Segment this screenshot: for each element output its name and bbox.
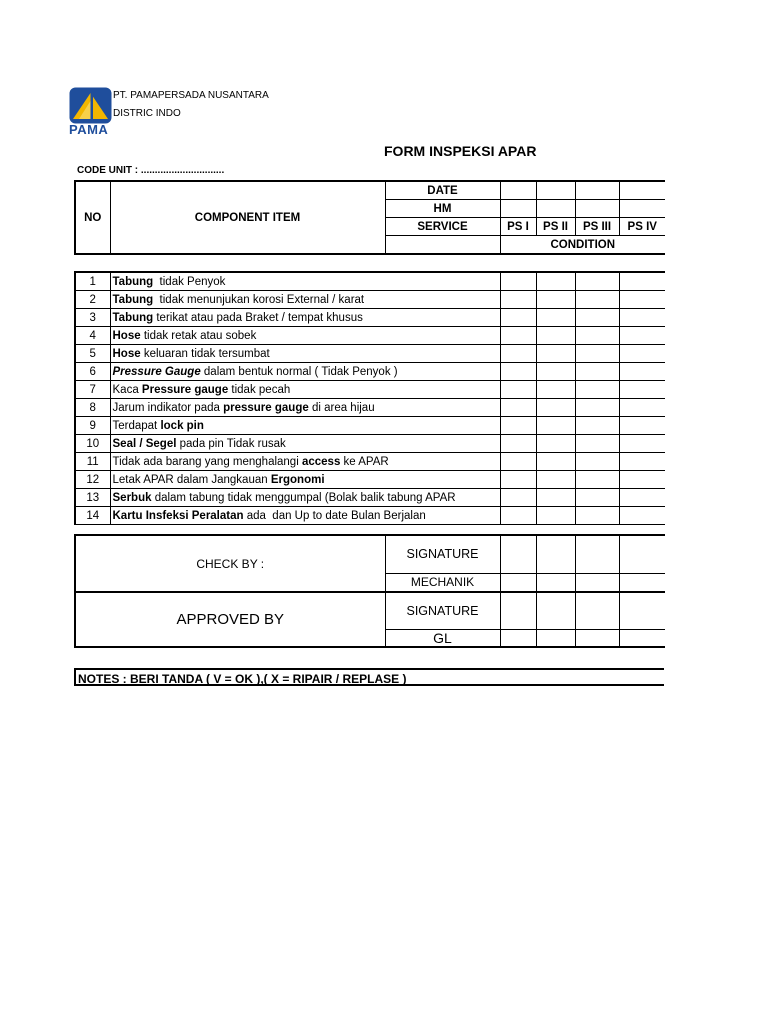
header-condition: CONDITION — [500, 236, 665, 255]
item-number: 11 — [75, 453, 110, 471]
table-row — [75, 291, 665, 309]
item-text: Seal / Segel — [112, 437, 177, 450]
item-description — [110, 381, 500, 399]
item-text: Letak APAR dalam Jangkauan — [112, 473, 271, 486]
condition-cell[interactable] — [575, 489, 619, 507]
item-text: keluaran tidak tersumbat — [140, 347, 270, 360]
table-row — [75, 309, 665, 327]
item-text: Hose — [112, 329, 141, 342]
item-text: dalam tabung tidak menggumpal (Bolak balik tabung APAR — [151, 491, 456, 504]
inspection-items-table — [74, 271, 665, 525]
item-number: 4 — [75, 327, 110, 345]
condition-cell[interactable] — [500, 453, 536, 471]
item-description — [110, 327, 500, 345]
item-text: Tabung — [112, 293, 154, 306]
condition-cell[interactable] — [536, 345, 575, 363]
mechanik-cell[interactable] — [575, 573, 619, 592]
condition-cell[interactable] — [500, 417, 536, 435]
item-number: 10 — [75, 435, 110, 453]
condition-cell[interactable] — [575, 272, 619, 291]
table-row — [75, 272, 665, 291]
approval-signature-cell[interactable] — [575, 592, 619, 629]
table-row — [75, 345, 665, 363]
condition-cell[interactable] — [575, 291, 619, 309]
condition-cell[interactable] — [536, 435, 575, 453]
item-text: Pressure gauge — [141, 383, 229, 396]
item-text: dalam bentuk normal ( Tidak Penyok ) — [200, 365, 398, 378]
item-number: 12 — [75, 471, 110, 489]
company-name: PT. PAMAPERSADA NUSANTARA — [113, 90, 269, 101]
item-text: Jarum indikator pada — [112, 401, 224, 414]
item-description — [110, 489, 500, 507]
condition-cell[interactable] — [575, 363, 619, 381]
item-description — [110, 471, 500, 489]
table-row — [75, 507, 665, 525]
condition-cell[interactable] — [619, 399, 665, 417]
condition-cell[interactable] — [575, 381, 619, 399]
item-description — [110, 345, 500, 363]
condition-cell[interactable] — [500, 399, 536, 417]
item-description — [110, 363, 500, 381]
condition-cell[interactable] — [500, 291, 536, 309]
item-text: pressure gauge — [223, 401, 309, 414]
item-number: 1 — [75, 272, 110, 291]
date-cell[interactable] — [536, 181, 575, 200]
signature-cell[interactable] — [536, 535, 575, 573]
condition-cell[interactable] — [619, 381, 665, 399]
condition-cell[interactable] — [536, 507, 575, 525]
condition-cell[interactable] — [575, 507, 619, 525]
item-text: tidak Penyok — [153, 275, 226, 288]
condition-cell[interactable] — [575, 345, 619, 363]
item-description — [110, 417, 500, 435]
condition-cell[interactable] — [536, 453, 575, 471]
item-text: Kaca — [112, 383, 142, 396]
condition-cell[interactable] — [575, 327, 619, 345]
condition-cell[interactable] — [500, 327, 536, 345]
condition-cell[interactable] — [619, 471, 665, 489]
gl-cell[interactable] — [536, 629, 575, 647]
approved-by-label: APPROVED BY — [75, 592, 385, 647]
gl-cell[interactable] — [500, 629, 536, 647]
approval-signature-cell[interactable] — [536, 592, 575, 629]
item-number: 8 — [75, 399, 110, 417]
item-number: 7 — [75, 381, 110, 399]
table-row — [75, 489, 665, 507]
item-description — [110, 272, 500, 291]
condition-cell[interactable] — [619, 363, 665, 381]
table-row — [75, 399, 665, 417]
ps-3: PS III — [575, 218, 619, 236]
header-service: SERVICE — [385, 218, 500, 236]
item-text: tidak menunjukan korosi External / karat — [153, 293, 365, 306]
ps-2: PS II — [536, 218, 575, 236]
gl-cell[interactable] — [619, 629, 665, 647]
item-text: terikat atau pada Braket / tempat khusus — [153, 311, 363, 324]
approval-signature-cell[interactable] — [500, 592, 536, 629]
item-description — [110, 309, 500, 327]
item-text: Tidak ada barang yang menghalangi — [112, 455, 302, 468]
condition-cell[interactable] — [536, 417, 575, 435]
condition-cell[interactable] — [619, 327, 665, 345]
item-number: 2 — [75, 291, 110, 309]
header-component: COMPONENT ITEM — [110, 181, 385, 254]
item-text: Ergonomi — [270, 473, 325, 486]
condition-cell[interactable] — [500, 435, 536, 453]
condition-cell[interactable] — [500, 272, 536, 291]
item-number: 5 — [75, 345, 110, 363]
item-text: ke APAR — [340, 455, 389, 468]
signature-cell[interactable] — [575, 535, 619, 573]
hm-cell[interactable] — [500, 200, 536, 218]
header-hm: HM — [385, 200, 500, 218]
gl-label: GL — [385, 629, 500, 647]
condition-cell[interactable] — [500, 363, 536, 381]
item-number: 13 — [75, 489, 110, 507]
item-number: 6 — [75, 363, 110, 381]
condition-cell[interactable] — [575, 417, 619, 435]
date-cell[interactable] — [575, 181, 619, 200]
condition-cell[interactable] — [536, 363, 575, 381]
condition-cell[interactable] — [619, 272, 665, 291]
condition-cell[interactable] — [619, 291, 665, 309]
condition-cell[interactable] — [536, 309, 575, 327]
condition-cell[interactable] — [575, 309, 619, 327]
mechanik-cell[interactable] — [500, 573, 536, 592]
condition-cell[interactable] — [575, 399, 619, 417]
condition-cell[interactable] — [619, 345, 665, 363]
condition-cell[interactable] — [619, 435, 665, 453]
approval-signature-cell[interactable] — [619, 592, 665, 629]
condition-cell[interactable] — [619, 309, 665, 327]
condition-cell[interactable] — [536, 327, 575, 345]
item-text: di area hijau — [308, 401, 375, 414]
header-date: DATE — [385, 181, 500, 200]
condition-cell[interactable] — [536, 471, 575, 489]
table-row — [75, 363, 665, 381]
hm-cell[interactable] — [536, 200, 575, 218]
item-text: tidak retak atau sobek — [140, 329, 257, 342]
item-text: tidak pecah — [228, 383, 291, 396]
item-text: Terdapat — [112, 419, 161, 432]
gl-cell[interactable] — [575, 629, 619, 647]
condition-cell[interactable] — [536, 489, 575, 507]
mechanik-cell[interactable] — [619, 573, 665, 592]
item-description — [110, 435, 500, 453]
condition-cell[interactable] — [500, 471, 536, 489]
item-description — [110, 507, 500, 525]
condition-cell[interactable] — [536, 291, 575, 309]
item-text: access — [301, 455, 341, 468]
date-cell[interactable] — [500, 181, 536, 200]
signature-table — [74, 534, 665, 648]
condition-cell[interactable] — [500, 489, 536, 507]
item-text: Tabung — [112, 311, 154, 324]
pama-logo-icon — [69, 87, 112, 124]
blank-cell — [385, 236, 500, 255]
item-text: lock pin — [160, 419, 204, 432]
condition-cell[interactable] — [619, 417, 665, 435]
condition-cell[interactable] — [500, 507, 536, 525]
ps-4: PS IV — [619, 218, 665, 236]
item-description — [110, 291, 500, 309]
item-text: Hose — [112, 347, 141, 360]
condition-cell[interactable] — [536, 399, 575, 417]
item-number: 3 — [75, 309, 110, 327]
header-table — [74, 180, 665, 255]
table-row — [75, 417, 665, 435]
signature-cell[interactable] — [619, 535, 665, 573]
condition-cell[interactable] — [575, 471, 619, 489]
logo-text: PAMA — [69, 122, 109, 137]
condition-cell[interactable] — [500, 309, 536, 327]
condition-cell[interactable] — [500, 381, 536, 399]
signature-label: SIGNATURE — [385, 535, 500, 573]
hm-cell[interactable] — [575, 200, 619, 218]
approval-signature-label: SIGNATURE — [385, 592, 500, 629]
mechanik-label: MECHANIK — [385, 573, 500, 592]
date-cell[interactable] — [619, 181, 665, 200]
item-text: Pressure Gauge — [112, 365, 201, 378]
item-text: Kartu Insfeksi Peralatan — [112, 509, 244, 522]
form-title: FORM INSPEKSI APAR — [384, 143, 537, 159]
item-description — [110, 399, 500, 417]
table-row — [75, 471, 665, 489]
table-row — [75, 381, 665, 399]
check-by-label: CHECK BY : — [75, 535, 385, 592]
header-no: NO — [75, 181, 110, 254]
signature-cell[interactable] — [500, 535, 536, 573]
condition-cell[interactable] — [619, 507, 665, 525]
district-name: DISTRIC INDO — [113, 108, 181, 119]
item-text: ada dan Up to date Bulan Berjalan — [243, 509, 426, 522]
condition-cell[interactable] — [536, 381, 575, 399]
item-text: Serbuk — [112, 491, 152, 504]
item-number: 9 — [75, 417, 110, 435]
condition-cell[interactable] — [500, 345, 536, 363]
notes-text: NOTES : BERI TANDA ( V = OK ),( X = RIPAIR / REPLASE ) — [74, 668, 664, 686]
condition-cell[interactable] — [619, 453, 665, 471]
condition-cell[interactable] — [575, 435, 619, 453]
table-row — [75, 435, 665, 453]
item-text: Tabung — [112, 275, 154, 288]
item-number: 14 — [75, 507, 110, 525]
table-row — [75, 453, 665, 471]
condition-cell[interactable] — [575, 453, 619, 471]
table-row — [75, 327, 665, 345]
hm-cell[interactable] — [619, 200, 665, 218]
condition-cell[interactable] — [536, 272, 575, 291]
item-description — [110, 453, 500, 471]
code-unit-field[interactable]: CODE UNIT : .............................. — [77, 165, 225, 176]
condition-cell[interactable] — [619, 489, 665, 507]
item-text: pada pin Tidak rusak — [176, 437, 286, 450]
mechanik-cell[interactable] — [536, 573, 575, 592]
ps-1: PS I — [500, 218, 536, 236]
